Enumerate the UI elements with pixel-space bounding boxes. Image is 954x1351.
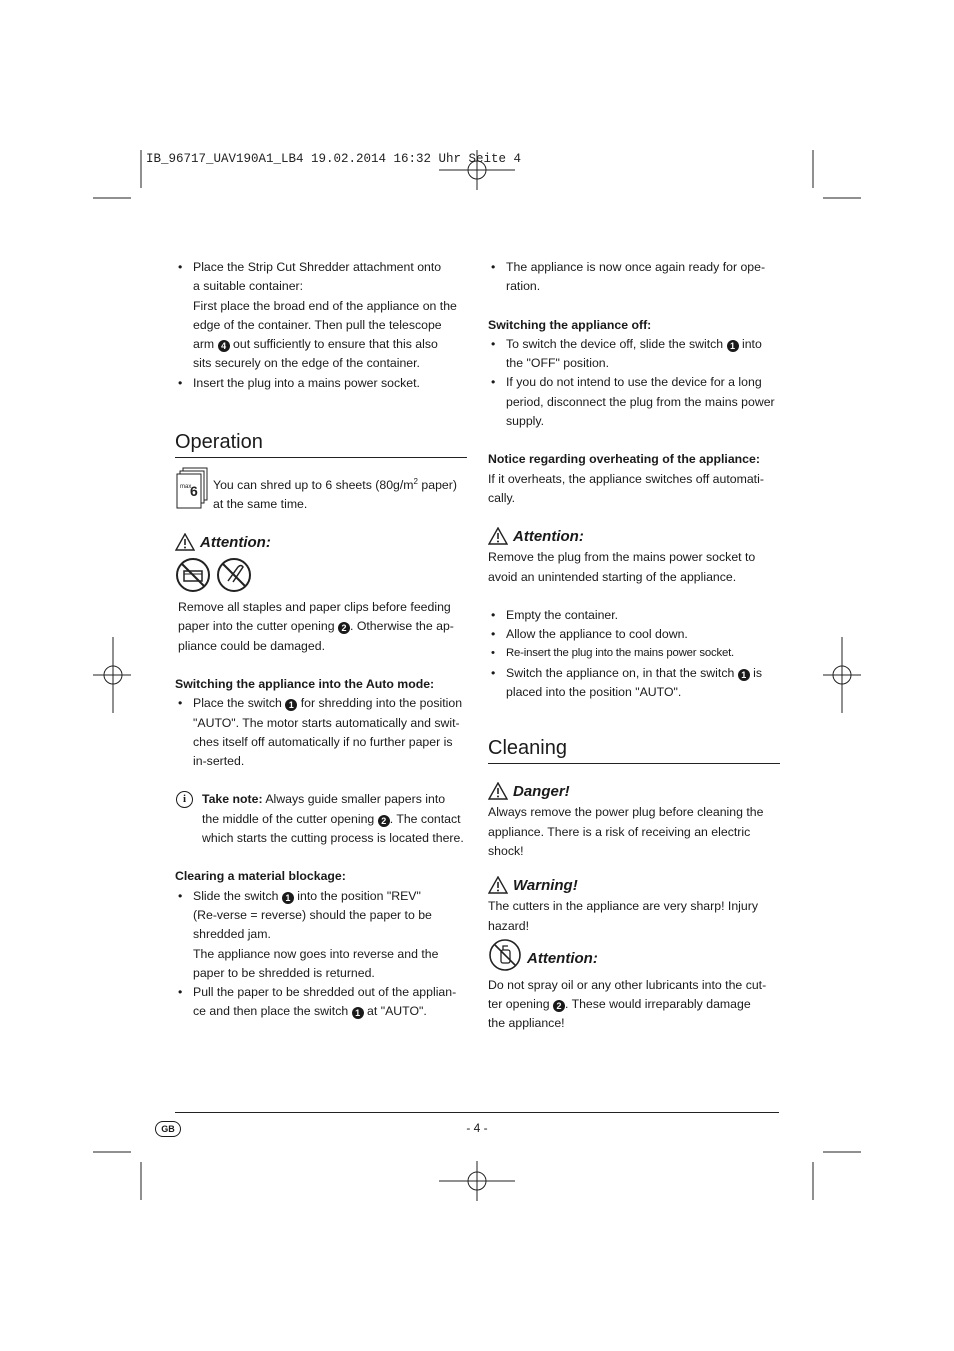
attention-heading: Attention: bbox=[175, 530, 467, 554]
part-number-badge: 1 bbox=[285, 699, 297, 711]
warning-triangle-icon bbox=[175, 533, 195, 551]
list-item: • Re-insert the plug into the mains power socket. bbox=[488, 644, 780, 663]
danger-heading: Danger! bbox=[488, 779, 780, 803]
ready-list bbox=[488, 258, 780, 297]
take-note-block: i Take note: Always guide smaller papers into the middle of the cutter opening 2 . The contact which starts the cutting process is located there. bbox=[175, 790, 467, 848]
attention-heading: Attention: bbox=[488, 938, 780, 976]
part-number-badge: 2 bbox=[553, 1000, 565, 1012]
part-number-badge: 2 bbox=[378, 815, 390, 827]
blockage-list bbox=[175, 887, 467, 1022]
section-title-cleaning: Cleaning bbox=[488, 735, 780, 764]
part-number-badge: 1 bbox=[727, 340, 739, 352]
warning-triangle-icon bbox=[488, 782, 508, 800]
part-number-badge: 1 bbox=[282, 892, 294, 904]
switch-off-heading: Switching the appliance off: bbox=[488, 317, 652, 332]
svg-text:6: 6 bbox=[190, 483, 198, 500]
list-item: • To switch the device off, slide the switch 1 into the "OFF" position. bbox=[488, 335, 780, 374]
list-item: • The appliance is now once again ready for ope- ration. bbox=[488, 258, 780, 297]
list-item: • Empty the container. bbox=[488, 606, 780, 625]
print-slug: IB_96717_UAV190A1_LB4 19.02.2014 16:32 Uhr Seite 4 bbox=[146, 152, 522, 166]
part-number-badge: 1 bbox=[738, 669, 750, 681]
list-item: • Allow the appliance to cool down. bbox=[488, 625, 780, 644]
warning-triangle-icon bbox=[488, 876, 508, 894]
blockage-heading: Clearing a material blockage: bbox=[175, 869, 346, 884]
sheet-capacity-note: max. 6 You can shred up to 6 sheets ($80g/m^2$ paper) at the same time. bbox=[175, 466, 467, 514]
max-sheets-icon bbox=[175, 466, 209, 510]
list-item: • If you do not intend to use the device for a long period, disconnect the plug from the mains power supply. bbox=[488, 373, 780, 431]
right-column: • The appliance is now once again ready for ope- ration. Switching the appliance off: • To switch the device off, slide the switch 1 into the "OFF" position. • If you do not intend to use the device for a long period, disconnect the plug from the mains power supply. Notice regarding overheating of the appliance: If it overheats, the appliance switches off automati- cally. Attention: Remove the plug from the mains power socket to avoid an unintended starting of the appliance. • Empty the container. • Allow the appliance to cool down. • Re-insert the plug into the mains power socket. • Switch the appliance on, in that the switch 1 is placed into the position "AUTO". Cleaning Danger! Always remove the power plug before cleaning the appliance. There is a risk of receiving an electric shock! Warning! The cutters in the appliance are very sharp! Injury hazard! Attention: Do not spray oil or any other lubricants into the cut- ter opening 2 . These would irreparably damage the appliance! bbox=[488, 258, 780, 1034]
part-number-badge: 2 bbox=[338, 622, 350, 634]
part-number-badge: 1 bbox=[352, 1007, 364, 1019]
list-item: • Insert the plug into a mains power socket. bbox=[175, 374, 467, 393]
list-item: • Place the switch 1 for shredding into the position "AUTO". The motor starts automatically and swit- ches itself off automatically if no further paper is in-serted. bbox=[175, 694, 467, 771]
svg-text:max.: max. bbox=[180, 484, 194, 491]
list-item: • Switch the appliance on, in that the switch 1 is placed into the position "AUTO". bbox=[488, 664, 780, 703]
list-item: • Place the Strip Cut Shredder attachment onto a suitable container: First place the broad end of the appliance on the edge of the container. Then pull the telescope arm 4 out sufficiently to ensure that this also sits securely on the edge of the container. bbox=[175, 258, 467, 374]
attention-heading: Attention: bbox=[488, 524, 780, 548]
page-number: - 4 - bbox=[466, 1121, 488, 1135]
warning-triangle-icon bbox=[488, 527, 508, 545]
no-staples-icon bbox=[175, 557, 211, 593]
footer-rule bbox=[175, 1112, 779, 1113]
switch-off-list bbox=[488, 335, 780, 431]
list-item: • Pull the paper to be shredded out of the applian- ce and then place the switch 1 at "AUTO". bbox=[175, 983, 467, 1022]
info-icon: i bbox=[176, 791, 193, 808]
no-paperclips-icon bbox=[216, 557, 252, 593]
section-title-operation: Operation bbox=[175, 429, 467, 458]
prohibition-icons bbox=[175, 557, 467, 595]
intro-list bbox=[175, 258, 467, 393]
overheat-heading: Notice regarding overheating of the appliance: bbox=[488, 452, 760, 467]
no-oil-spray-icon bbox=[488, 938, 522, 972]
auto-mode-list bbox=[175, 694, 467, 771]
auto-mode-heading: Switching the appliance into the Auto mode: bbox=[175, 676, 435, 691]
list-item: • Slide the switch 1 into the position "REV" (Re-verse = reverse) should the paper to be shredded jam. The appliance now goes into reverse and the paper to be shredded is returned. bbox=[175, 887, 467, 983]
restart-steps-list bbox=[488, 606, 780, 702]
language-badge: GB bbox=[155, 1121, 181, 1137]
left-column: • Place the Strip Cut Shredder attachment onto a suitable container: First place the broad end of the appliance on the edge of the container. Then pull the telescope arm 4 out sufficiently to ensure that this also sits securely on the edge of the container. • Insert the plug into a mains power socket. Operation max. 6 You can shred up to 6 sheets ($80g/m^2$ paper) at the same time. Attention: Remove all staples and paper clips before feeding paper into the cutter opening 2 . Otherwise the ap- pliance could be damaged. Switching the appliance into the Auto mode: • Place the switch 1 for shredding into the position "AUTO". The motor starts automatically and swit- ches itself off automatically if no further paper is in-serted. i Take note: Always guide smaller papers into the middle of the cutter opening 2 . The contact which starts the cutting process is located there. Clearing a material blockage: • Slide the switch 1 into the position "REV" (Re-verse = reverse) should the paper to be shredded jam. The appliance now goes into reverse and the paper to be shredded is returned. • Pull the paper to be shredded out of the applian- ce and then place the switch 1 at "AUTO". bbox=[175, 258, 467, 1022]
part-number-badge: 4 bbox=[218, 340, 230, 352]
warning-heading: Warning! bbox=[488, 873, 780, 897]
